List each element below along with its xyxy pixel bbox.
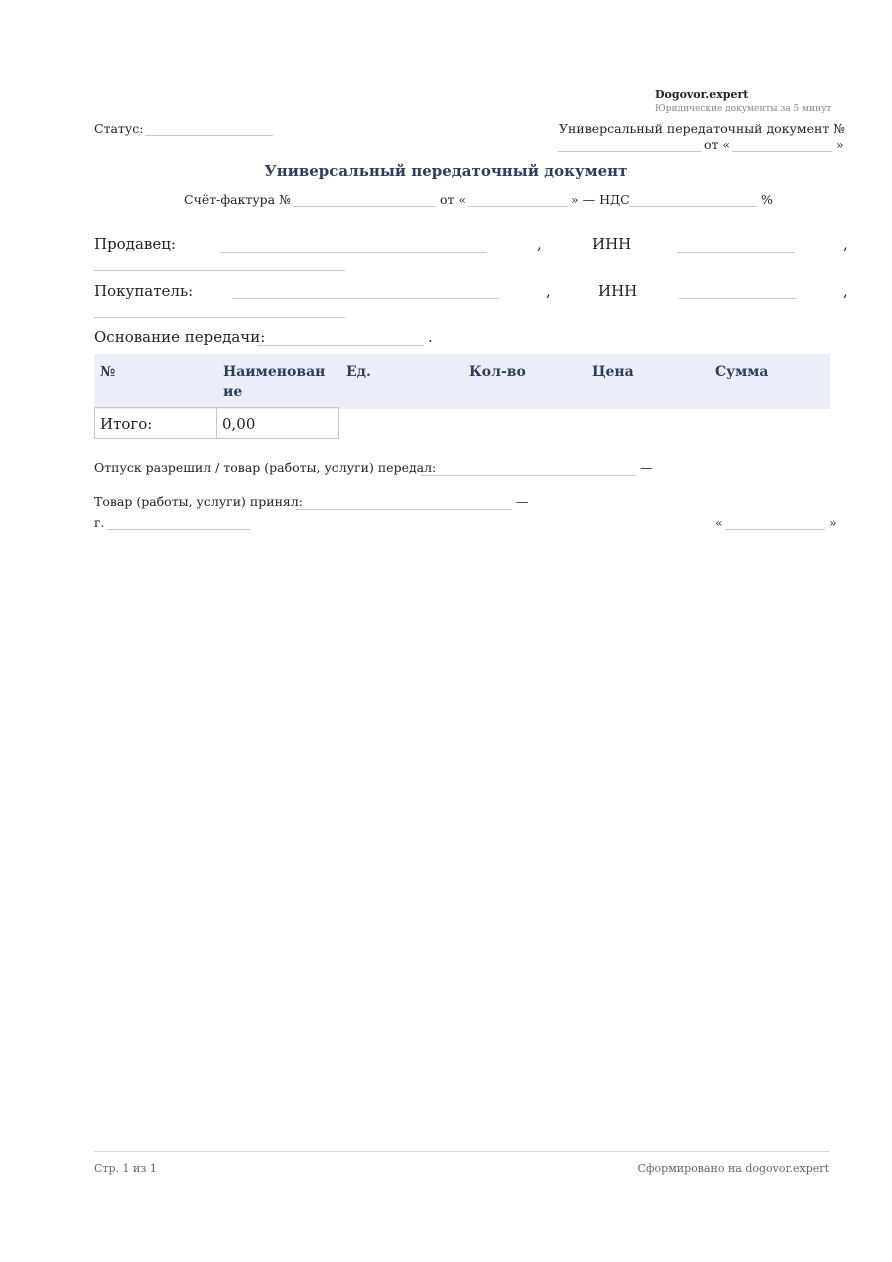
generated-by: Сформировано на dogovor.expert xyxy=(637,1162,829,1175)
released-label: Отпуск разрешил / товар (работы, услуги) передал: xyxy=(94,460,437,475)
brand-name: Dogovor.expert xyxy=(655,88,749,101)
vat-field[interactable] xyxy=(629,206,757,207)
released-dash: — xyxy=(640,460,653,475)
invoice-from-label: от « xyxy=(440,192,467,207)
buyer-comma: , xyxy=(546,282,551,300)
brand-tagline: Юридические документы за 5 минут xyxy=(655,104,832,114)
date-open-quote: « xyxy=(715,515,723,530)
accepted-dash: — xyxy=(516,494,529,509)
seller-comma-end: , xyxy=(843,235,848,253)
doc-number-field[interactable] xyxy=(558,151,701,152)
col-qty: Кол-во xyxy=(463,354,586,409)
status-field[interactable] xyxy=(145,135,273,136)
footer-divider xyxy=(94,1151,830,1152)
doc-ref-label: Универсальный передаточный документ № xyxy=(559,121,846,136)
col-unit: Ед. xyxy=(340,354,463,409)
basis-field[interactable] xyxy=(257,345,424,346)
col-price: Цена xyxy=(586,354,709,409)
accepted-signature-field[interactable] xyxy=(296,509,512,510)
invoice-number-field[interactable] xyxy=(293,206,436,207)
col-name: Наименован ие xyxy=(217,354,340,409)
seller-inn-field[interactable] xyxy=(677,252,794,253)
buyer-inn-field[interactable] xyxy=(679,298,797,299)
accepted-label: Товар (работы, услуги) принял: xyxy=(94,494,303,509)
city-field[interactable] xyxy=(107,529,250,530)
col-sum: Сумма xyxy=(709,354,830,409)
invoice-label: Счёт-фактура № xyxy=(184,192,291,207)
date-close-quote: » xyxy=(829,515,837,530)
buyer-label: Покупатель: xyxy=(94,282,194,300)
buyer-comma-end: , xyxy=(843,282,848,300)
buyer-name-field[interactable] xyxy=(232,298,499,299)
seller-inn-label: ИНН xyxy=(592,235,632,253)
doc-date-close-quote: » xyxy=(836,137,844,152)
invoice-date-field[interactable] xyxy=(468,206,568,207)
total-label: Итого: xyxy=(94,407,217,439)
seller-comma: , xyxy=(537,235,542,253)
items-table-header xyxy=(94,354,830,409)
released-signature-field[interactable] xyxy=(421,475,636,476)
vat-percent: % xyxy=(761,192,773,207)
seller-address-field[interactable] xyxy=(94,270,345,271)
page-counter: Стр. 1 из 1 xyxy=(94,1162,157,1175)
doc-date-field[interactable] xyxy=(732,151,832,152)
basis-label: Основание передачи: xyxy=(94,328,266,346)
basis-dot: . xyxy=(428,328,433,346)
status-label: Статус: xyxy=(94,121,144,136)
city-label: г. xyxy=(94,515,105,530)
items-table xyxy=(94,354,830,409)
vat-label: » — НДС xyxy=(571,192,630,207)
buyer-address-field[interactable] xyxy=(94,317,345,318)
document-title: Универсальный передаточный документ xyxy=(264,162,628,180)
buyer-inn-label: ИНН xyxy=(598,282,638,300)
seller-label: Продавец: xyxy=(94,235,176,253)
doc-from-label: от « xyxy=(704,137,731,152)
total-value: 0,00 xyxy=(216,407,339,439)
signature-date-field[interactable] xyxy=(725,529,825,530)
col-number: № xyxy=(94,354,217,409)
seller-name-field[interactable] xyxy=(220,252,487,253)
